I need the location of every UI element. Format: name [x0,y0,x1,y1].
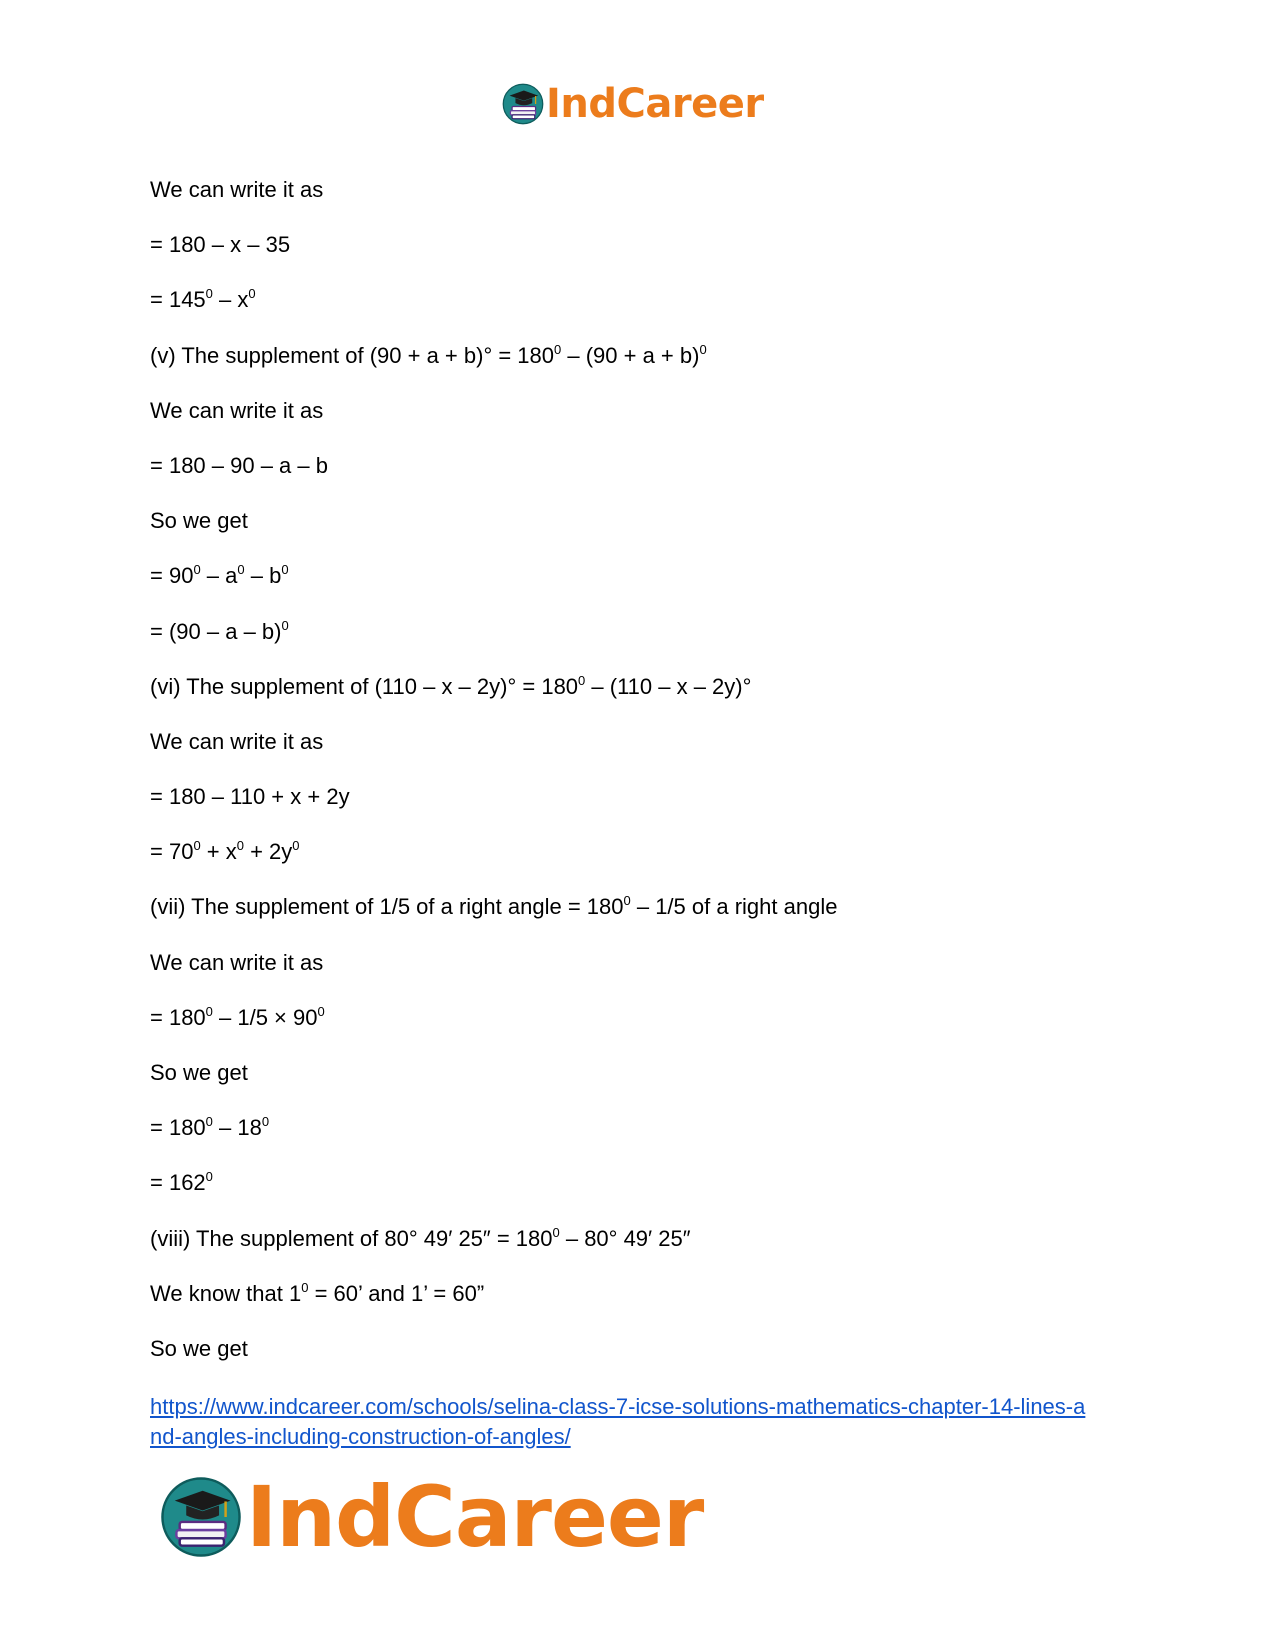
text-segment: We can write it as [150,397,324,423]
text-segment: = 180 – 90 – a – b [150,452,328,478]
text-segment: = 162 [150,1170,206,1196]
superscript: 0 [281,617,289,633]
superscript: 0 [554,341,562,357]
text-segment: – b [244,563,282,589]
text-line [150,1168,1150,1223]
superscript: 0 [205,1114,213,1130]
text-segment: – 1/5 × 90 [212,1004,318,1030]
superscript: 0 [205,1003,213,1019]
text-line [150,451,1150,506]
text-segment: = 60’ and 1’ = 60” [308,1280,485,1306]
superscript: 0 [292,838,300,854]
superscript: 0 [236,838,244,854]
text-line [150,230,1150,285]
superscript: 0 [301,1279,309,1295]
text-segment: (viii) The supplement of 80° 49′ 25″ = 180 [150,1225,553,1251]
text-line [150,892,1150,947]
source-link-line-2[interactable]: nd-angles-including-construction-of-angles/ [150,1424,571,1449]
superscript: 0 [261,1114,270,1130]
footer-logo [160,1468,704,1566]
text-line [150,837,1150,892]
text-line [150,285,1150,340]
text-line [150,1113,1150,1168]
text-line [150,1224,1150,1279]
text-segment: – 1/5 of a right angle [630,894,838,920]
text-line [150,672,1150,727]
text-segment: = 180 – x – 35 [150,232,291,258]
text-segment: We can write it as [150,177,324,202]
superscript: 0 [205,1169,213,1185]
text-segment: – (90 + a + b) [561,342,700,368]
text-segment: = 180 [150,1115,206,1141]
superscript: 0 [193,562,201,578]
text-segment: (vi) The supplement of (110 – x – 2y)° = 180 [150,673,579,699]
brand-name: IndCareer [546,81,764,127]
text-line [150,506,1150,561]
text-line [150,1334,1150,1389]
text-line [150,948,1150,1003]
text-segment: So we get [150,508,248,534]
graduation-cap-books-icon [502,83,544,125]
text-segment: = 180 – 110 + x + 2y [150,784,350,810]
superscript: 0 [317,1003,325,1019]
text-line [150,1003,1150,1058]
text-segment: = 180 [150,1004,206,1030]
superscript: 0 [237,562,245,578]
text-line [150,175,1150,230]
text-segment: So we get [150,1335,248,1361]
source-link-line-1[interactable]: https://www.indcareer.com/schools/selina-class-7-icse-solutions-mathematics-chapter-14-lines-a [150,1394,1086,1419]
superscript: 0 [699,341,707,357]
text-segment: We know that 1 [150,1280,302,1306]
superscript: 0 [248,286,256,302]
text-line [150,561,1150,616]
text-line [150,396,1150,451]
superscript: 0 [193,838,201,854]
solution-text [150,175,1150,1389]
text-line [150,617,1150,672]
text-segment: We can write it as [150,949,324,975]
text-segment: = 145 [150,287,206,313]
text-segment: (v) The supplement of (90 + a + b)° = 180 [150,342,555,368]
text-segment: = 70 [150,839,194,865]
superscript: 0 [578,672,586,688]
text-segment: – 18 [212,1115,262,1141]
text-line [150,1279,1150,1334]
text-segment: So we get [150,1060,248,1085]
graduation-cap-books-icon [160,1476,242,1558]
text-segment: = 90 [150,563,194,589]
text-segment: – x [212,287,249,313]
text-segment: + 2y [243,839,293,865]
text-line [150,727,1150,782]
text-segment: We can write it as [150,728,324,754]
source-link-block[interactable] [150,1392,1150,1452]
superscript: 0 [205,286,213,302]
superscript: 0 [281,562,289,578]
text-line [150,782,1150,837]
header-logo [502,80,764,128]
text-segment: + x [200,839,237,865]
text-line [150,1058,1150,1113]
text-segment: – (110 – x – 2y)° [585,673,752,699]
superscript: 0 [623,893,631,909]
text-segment: – 80° 49′ 25″ [559,1225,691,1251]
text-line [150,341,1150,396]
brand-name: IndCareer [246,1468,704,1566]
superscript: 0 [552,1224,560,1240]
text-segment: = (90 – a – b) [150,618,282,644]
text-segment: (vii) The supplement of 1/5 of a right angle = 180 [150,894,624,920]
text-segment: – a [200,563,238,589]
